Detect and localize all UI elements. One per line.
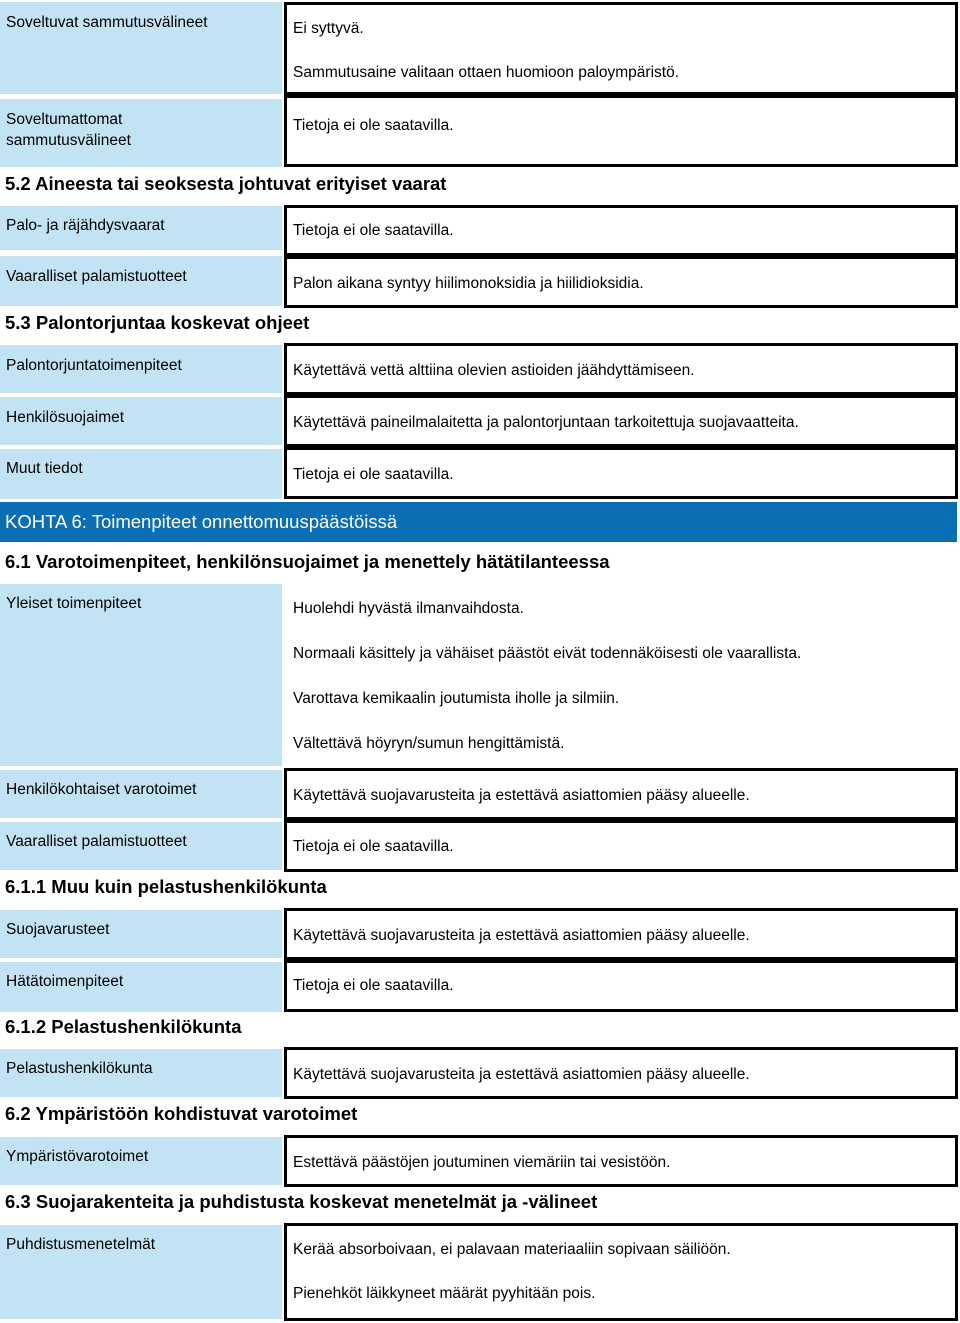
- combustion-products-label: Vaaralliset palamistuotteet: [6, 268, 187, 285]
- section-6-title-band: [0, 502, 957, 542]
- environmental-precautions-label: Ympäristövarotoimet: [6, 1148, 149, 1165]
- suitable-media-value-2: Sammutusaine valitaan ottaen huomioon paloympäristö.: [293, 64, 680, 81]
- fire-hazards-label-cell: [0, 206, 282, 250]
- heading-6-1: 6.1 Varotoimenpiteet, henkilönsuojaimet ja menettely hätätilanteessa: [5, 551, 610, 572]
- combustion-products-label-cell: [0, 256, 282, 306]
- personal-precautions-label: Henkilökohtaiset varotoimet: [6, 781, 197, 798]
- emergency-procedures-label: Hätätoimenpiteet: [6, 973, 124, 990]
- cleanup-methods-label: Puhdistusmenetelmät: [6, 1236, 156, 1253]
- protective-equipment-value: Käytettävä suojavarusteita ja estettävä asiattomien pääsy alueelle.: [293, 927, 750, 944]
- emergency-procedures-value: Tietoja ei ole saatavilla.: [293, 977, 454, 994]
- cleanup-methods-value-1: Kerää absorboivaan, ei palavaan materiaaliin sopivaan säiliöön.: [293, 1241, 731, 1258]
- other-info-label: Muut tiedot: [6, 460, 83, 477]
- general-measures-value-3: Varottava kemikaalin joutumista iholle ja silmiin.: [293, 690, 620, 707]
- hazardous-combustion-label-cell: [0, 822, 282, 870]
- ppe-label-cell: [0, 397, 282, 445]
- section-6-title: KOHTA 6: Toimenpiteet onnettomuuspäästöissä: [5, 511, 398, 532]
- personal-precautions-label-cell: [0, 770, 282, 818]
- general-measures-label-cell: [0, 584, 282, 766]
- protective-equipment-label: Suojavarusteet: [6, 921, 110, 938]
- heading-5-2: 5.2 Aineesta tai seoksesta johtuvat erityiset vaarat: [5, 173, 447, 194]
- emergency-responders-label-cell: [0, 1049, 282, 1097]
- firefighting-value: Käytettävä vettä alttiina olevien astioiden jäähdyttämiseen.: [293, 362, 695, 379]
- environmental-precautions-label-cell: [0, 1137, 282, 1185]
- heading-6-2: 6.2 Ympäristöön kohdistuvat varotoimet: [5, 1103, 358, 1124]
- heading-6-3: 6.3 Suojarakenteita ja puhdistusta koskevat menetelmät ja -välineet: [5, 1191, 598, 1212]
- other-info-label-cell: [0, 449, 282, 499]
- unsuitable-media-value: Tietoja ei ole saatavilla.: [293, 117, 454, 134]
- general-measures-value-2: Normaali käsittely ja vähäiset päästöt eivät todennäköisesti ole vaarallista.: [293, 645, 802, 662]
- suitable-media-label-cell: [0, 2, 282, 94]
- environmental-precautions-value: Estettävä päästöjen joutuminen viemäriin tai vesistöön.: [293, 1154, 671, 1171]
- unsuitable-media-label-cell: [0, 99, 282, 167]
- general-measures-label: Yleiset toimenpiteet: [6, 595, 142, 612]
- cleanup-methods-value-2: Pienehköt läikkyneet määrät pyyhitään pois.: [293, 1285, 596, 1302]
- protective-equipment-label-cell: [0, 910, 282, 958]
- unsuitable-media-label-1: Soveltumattomat: [6, 111, 123, 128]
- heading-6-1-1: 6.1.1 Muu kuin pelastushenkilökunta: [5, 876, 327, 897]
- firefighting-label: Palontorjuntatoimenpiteet: [6, 357, 182, 374]
- suitable-media-label: Soveltuvat sammutusvälineet: [6, 14, 208, 31]
- hazardous-combustion-label: Vaaralliset palamistuotteet: [6, 833, 187, 850]
- fire-hazards-label: Palo- ja räjähdysvaarat: [6, 217, 165, 234]
- unsuitable-media-label-2: sammutusvälineet: [6, 132, 131, 149]
- emergency-responders-label: Pelastushenkilökunta: [6, 1060, 153, 1077]
- combustion-products-value: Palon aikana syntyy hiilimonoksidia ja hiilidioksidia.: [293, 275, 644, 292]
- suitable-media-value-1: Ei syttyvä.: [293, 20, 364, 37]
- general-measures-value-1: Huolehdi hyvästä ilmanvaihdosta.: [293, 600, 524, 617]
- ppe-value: Käytettävä paineilmalaitetta ja palontorjuntaan tarkoitettuja suojavaatteita.: [293, 414, 799, 431]
- personal-precautions-value: Käytettävä suojavarusteita ja estettävä asiattomien pääsy alueelle.: [293, 787, 750, 804]
- emergency-procedures-label-cell: [0, 962, 282, 1012]
- cleanup-methods-value-box: [284, 1223, 958, 1321]
- cleanup-methods-label-cell: [0, 1225, 282, 1319]
- heading-5-3: 5.3 Palontorjuntaa koskevat ohjeet: [5, 312, 310, 333]
- hazardous-combustion-value: Tietoja ei ole saatavilla.: [293, 838, 454, 855]
- general-measures-value-4: Vältettävä höyryn/sumun hengittämistä.: [293, 735, 565, 752]
- ppe-label: Henkilösuojaimet: [6, 409, 125, 426]
- heading-6-1-2: 6.1.2 Pelastushenkilökunta: [5, 1016, 242, 1037]
- fire-hazards-value: Tietoja ei ole saatavilla.: [293, 222, 454, 239]
- emergency-responders-value: Käytettävä suojavarusteita ja estettävä asiattomien pääsy alueelle.: [293, 1066, 750, 1083]
- firefighting-label-cell: [0, 345, 282, 393]
- other-info-value: Tietoja ei ole saatavilla.: [293, 466, 454, 483]
